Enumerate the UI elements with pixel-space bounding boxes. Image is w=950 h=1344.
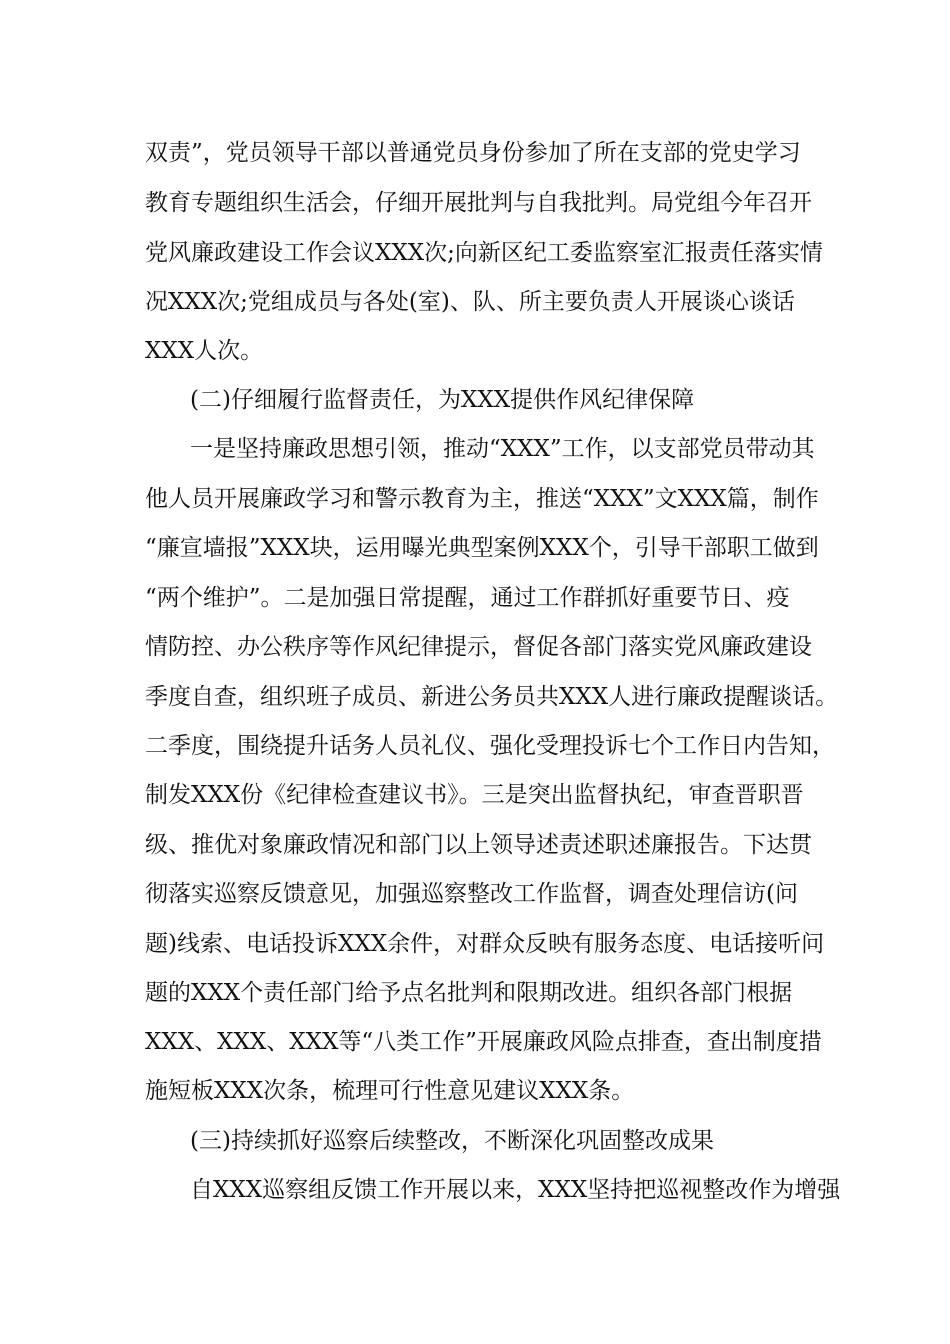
text-line: “廉宣墙报”XXX块，运用曝光典型案例XXX个，引导干部职工做到 — [145, 535, 819, 561]
section-heading: (二)仔细履行监督责任，为XXX提供作风纪律保障 — [190, 387, 695, 413]
text-line: 党风廉政建设工作会议XXX次;向新区纪工委监察室汇报责任落实情 — [145, 240, 823, 266]
text-line: 教育专题组织生活会，仔细开展批判与自我批判。局党组今年召开 — [145, 190, 812, 216]
text-line: 他人员开展廉政学习和警示教育为主，推送“XXX”文XXX篇，制作 — [145, 486, 819, 512]
text-line: 季度自查，组织班子成员、新进公务员共XXX人进行廉政提醒谈话。 — [145, 684, 839, 710]
text-line: 况XXX次;党组成员与各处(室)、队、所主要负责人开展谈心谈话 — [145, 289, 795, 315]
text-line: 彻落实巡察反馈意见，加强巡察整改工作监督，调查处理信访(问 — [145, 881, 798, 907]
text-line: 施短板XXX次条，梳理可行性意见建议XXX条。 — [145, 1078, 635, 1104]
text-line: 题的XXX个责任部门给予点名批判和限期改进。组织各部门根据 — [145, 980, 793, 1006]
text-line: 情防控、办公秩序等作风纪律提示，督促各部门落实党风廉政建设 — [145, 634, 812, 660]
text-line: 二季度，围绕提升话务人员礼仪、强化受理投诉七个工作日内告知， — [145, 733, 835, 759]
text-line: 题)线索、电话投诉XXX余件，对群众反映有服务态度、电话接听问 — [145, 931, 825, 957]
text-line: “两个维护”。二是加强日常提醒，通过工作群抓好重要节日、疫 — [145, 585, 790, 611]
section-heading: (三)持续抓好巡察后续整改，不断深化巩固整改成果 — [190, 1128, 714, 1154]
text-line: XXX、XXX、XXX等“八类工作”开展廉政风险点排查，查出制度措 — [145, 1029, 822, 1055]
text-line: 制发XXX份《纪律检查建议书》。三是突出监督执纪，审查晋职晋 — [145, 782, 804, 808]
text-line: 级、推优对象廉政情况和部门以上领导述责述职述廉报告。下达贯 — [145, 832, 812, 858]
text-line: 一是坚持廉政思想引领，推动“XXX”工作，以支部党员带动其 — [190, 436, 815, 462]
text-line: 自XXX巡察组反馈工作开展以来，XXX坚持把巡视整改作为增强 — [190, 1177, 841, 1203]
text-line: XXX人次。 — [145, 338, 264, 364]
text-line: 双责”，党员领导干部以普通党员身份参加了所在支部的党史学习 — [145, 140, 801, 166]
